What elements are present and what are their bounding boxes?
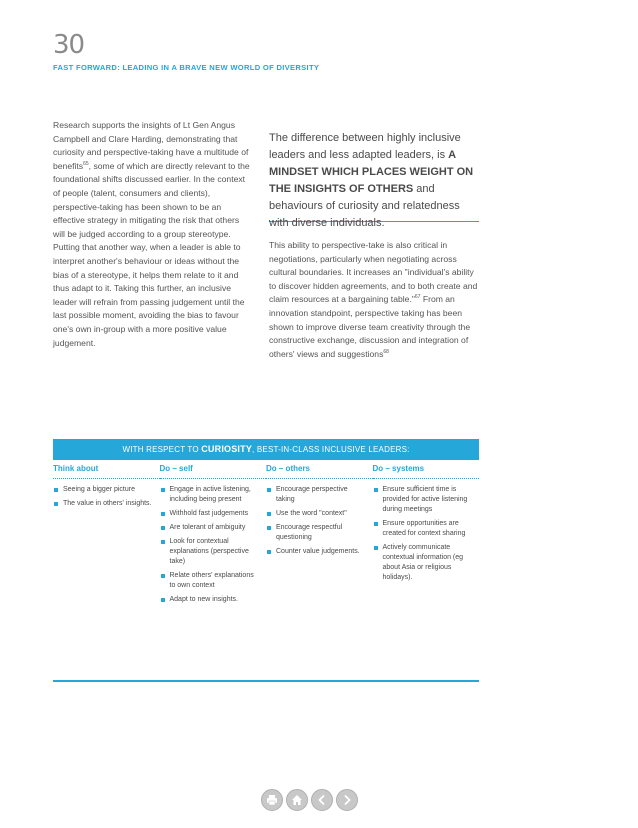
bullet-list	[53, 485, 160, 509]
right-text-1: This ability to perspective-take is also critical in negotiations, particularly when negotiating across cultural boundaries. It increases an "individual's ability to discover hidden agreements, and to both create and claim resources at a bargaining table."	[269, 240, 478, 305]
table-title-highlight: CURIOSITY	[201, 444, 253, 454]
table-bottom-rule	[53, 680, 479, 682]
left-text-2: , some of which are directly relevant to the foundational shifts discussed earlier. In the context of people (talent, consumers and clients), perspective-taking has been shown to be an effective strategy in mitigating the risk that others will be judged according to a group stereotype. Putting that another way, when a leader is able to interpret another's behaviour or ideas without the bias of a stereotype, it helps them relate to it and thus adapt to it. Taking this further, an inclusive leader will refrain from passing judgement until the last possible moment, avoiding the bias to favour one's own in-group with a more positive value judgement.	[53, 160, 250, 348]
list-item: Encourage respectful questioning	[266, 523, 373, 543]
curiosity-table	[53, 439, 479, 609]
reference-marker: 68	[383, 348, 389, 355]
page-number: 30	[53, 30, 85, 60]
list-item: Encourage perspective taking	[266, 485, 373, 505]
reference-marker: 65	[83, 160, 89, 167]
table-column-body	[266, 479, 373, 557]
list-item: Use the word "context"	[266, 509, 373, 519]
print-icon	[266, 794, 278, 806]
table-title	[53, 439, 479, 460]
table-column	[373, 460, 480, 609]
page-subtitle: FAST FORWARD: LEADING IN A BRAVE NEW WORLD OF DIVERSITY	[53, 63, 320, 72]
home-button[interactable]	[286, 789, 308, 811]
table-column	[53, 460, 160, 609]
list-item: Are tolerant of ambiguity	[160, 523, 267, 533]
previous-page-button[interactable]	[311, 789, 333, 811]
list-item: Adapt to new insights.	[160, 595, 267, 605]
list-item: Relate others' explanations to own context	[160, 571, 267, 591]
table-column-body	[373, 479, 480, 583]
right-paragraph	[269, 239, 479, 361]
list-item: Actively communicate contextual information (eg about Asia or religious holidays).	[373, 543, 480, 583]
table-column	[160, 460, 267, 609]
pull-quote-emphasis: A MINDSET WHICH PLACES WEIGHT ON THE INSIGHTS OF OTHERS	[269, 149, 474, 195]
print-button[interactable]	[261, 789, 283, 811]
list-item: Seeing a bigger picture	[53, 485, 160, 495]
left-column	[53, 119, 253, 350]
table-column-body	[53, 479, 160, 509]
reference-marker: 67	[414, 294, 421, 301]
pull-quote	[269, 124, 479, 229]
bullet-list	[160, 485, 267, 605]
bullet-list	[373, 485, 480, 583]
table-columns	[53, 460, 479, 609]
table-column-heading: Do – self	[160, 460, 267, 479]
table-column-body	[160, 479, 267, 605]
list-item: Engage in active listening, including being present	[160, 485, 267, 505]
pull-quote-text	[269, 130, 479, 232]
table-column-heading: Think about	[53, 460, 160, 479]
page-navigation	[261, 789, 358, 811]
list-item: The value in others' insights.	[53, 499, 160, 509]
bullet-list	[266, 485, 373, 557]
list-item: Withhold fast judgements	[160, 509, 267, 519]
left-text-1: Research supports the insights of Lt Gen Angus Campbell and Clare Harding, demonstrating that curiosity and perspective-taking have a multitude of benefits	[53, 120, 249, 171]
table-column-heading: Do – others	[266, 460, 373, 479]
right-column	[269, 239, 479, 361]
list-item: Ensure opportunities are created for context sharing	[373, 519, 480, 539]
next-page-button[interactable]	[336, 789, 358, 811]
table-title-pre: WITH RESPECT TO	[122, 445, 202, 454]
right-text-2: From an innovation standpoint, perspective taking has been shown to improve diverse team creativity through the constructive exchange, discussion and integration of others' views and suggestions	[269, 294, 471, 359]
list-item: Look for contextual explanations (perspective take)	[160, 537, 267, 567]
list-item: Ensure sufficient time is provided for active listening during meetings	[373, 485, 480, 515]
table-column-heading: Do – systems	[373, 460, 480, 479]
chevron-left-icon	[316, 794, 328, 806]
pull-quote-before: The difference between highly inclusive leaders and less adapted leaders, is	[269, 132, 461, 161]
table-title-post: , BEST-IN-CLASS INCLUSIVE LEADERS:	[252, 445, 410, 454]
list-item: Counter value judgements.	[266, 547, 373, 557]
home-icon	[291, 794, 303, 806]
left-paragraph	[53, 119, 253, 350]
pull-quote-after: and behaviours of curiosity and relatedness with diverse individuals.	[269, 183, 460, 229]
chevron-right-icon	[341, 794, 353, 806]
table-column	[266, 460, 373, 609]
